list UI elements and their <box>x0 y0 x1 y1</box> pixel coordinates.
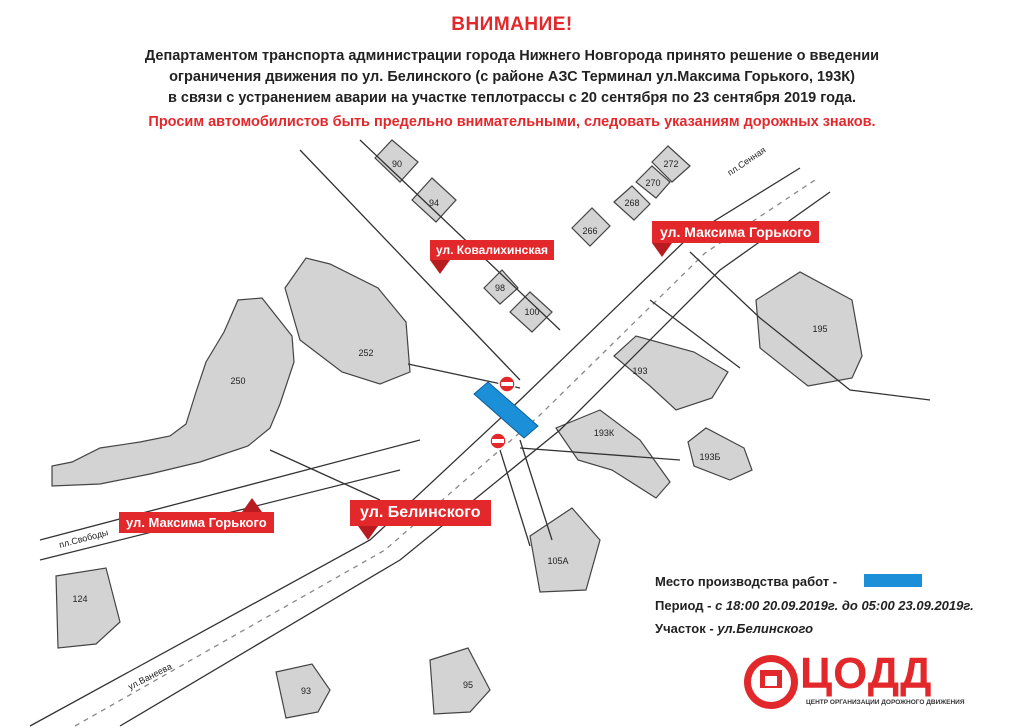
bnum-90: 90 <box>391 159 403 169</box>
legend-period-value: с 18:00 20.09.2019г. до 05:00 23.09.2019г. <box>715 598 974 613</box>
bnum-193: 193 <box>632 366 648 376</box>
street-label-gorky-ne <box>652 221 819 243</box>
street-label-sennaya: пл.Сенная <box>725 144 768 178</box>
legend-section <box>655 621 813 636</box>
street-label-svobody: пл.Свободы <box>57 527 110 550</box>
bnum-266: 266 <box>582 226 598 236</box>
building-193 <box>614 336 728 410</box>
bnum-193k: 193К <box>593 428 615 438</box>
building-105a <box>530 508 600 592</box>
legend-period-label: Период - <box>655 598 712 613</box>
no-entry-sign-top <box>499 376 515 392</box>
bnum-94: 94 <box>428 198 440 208</box>
legend-period <box>655 598 974 613</box>
notice-line-2: ограничения движения по ул. Белинского (с районе АЗС Терминал ул.Максима Горького, 193К) <box>169 69 855 85</box>
notice-title: ВНИМАНИЕ! <box>451 14 573 35</box>
bnum-100: 100 <box>524 307 540 317</box>
pointer-icon <box>652 243 672 257</box>
bnum-252: 252 <box>358 348 374 358</box>
notice-warning: Просим автомобилистов быть предельно внимательными, следовать указаниям дорожных знаков. <box>148 114 876 130</box>
bnum-105a: 105А <box>547 556 569 566</box>
street-label-kovalikhinskaya <box>430 240 554 260</box>
pointer-icon <box>242 498 262 512</box>
logo-emblem <box>744 655 798 709</box>
building-252 <box>285 258 410 384</box>
notice-line-1: Департаментом транспорта администрации города Нижнего Новгорода принято решение о введении <box>144 48 880 64</box>
street-label-kovalikhinskaya-text: ул. Ковалихинская <box>436 243 549 257</box>
pointer-icon <box>430 260 450 274</box>
bnum-95: 95 <box>462 680 474 690</box>
building-193k <box>556 410 670 498</box>
legend-work-zone-swatch <box>864 574 922 587</box>
legend-work-place: Место производства работ - <box>655 574 838 589</box>
legend-section-label: Участок - <box>655 621 714 636</box>
legend-section-value: ул.Белинского <box>717 621 814 636</box>
building-250 <box>52 298 294 486</box>
road-local-2 <box>520 440 552 540</box>
building-95 <box>430 648 490 714</box>
building-124 <box>56 568 120 648</box>
street-label-gorky-ne-text: ул. Максима Горького <box>660 224 812 240</box>
bnum-272: 272 <box>663 159 679 169</box>
road-local-1 <box>500 450 530 546</box>
street-label-gorky-w-text: ул. Максима Горького <box>126 515 267 530</box>
street-label-gorky-w <box>119 512 274 533</box>
street-label-belinskogo-text: ул. Белинского <box>360 504 481 521</box>
bnum-193b: 193Б <box>699 452 721 462</box>
bnum-250: 250 <box>230 376 246 386</box>
street-label-belinskogo <box>350 500 491 526</box>
bnum-195: 195 <box>812 324 828 334</box>
bnum-124: 124 <box>72 594 88 604</box>
logo-name: ЦОДД <box>800 649 933 698</box>
logo-subtitle: ЦЕНТР ОРГАНИЗАЦИИ ДОРОЖНОГО ДВИЖЕНИЯ <box>806 699 965 706</box>
pointer-icon <box>358 526 378 540</box>
bnum-270: 270 <box>645 178 661 188</box>
notice-line-3: в связи с устранением аварии на участке теплотрассы с 20 сентября по 23 сентября 2019 года. <box>167 90 857 106</box>
bnum-93: 93 <box>300 686 312 696</box>
street-label-vaneeva: ул.Ванеева <box>126 661 174 692</box>
road-koval-right <box>360 140 560 330</box>
bnum-98: 98 <box>494 283 506 293</box>
building-195 <box>756 272 862 386</box>
no-entry-sign-bottom <box>490 433 506 449</box>
bnum-268: 268 <box>624 198 640 208</box>
